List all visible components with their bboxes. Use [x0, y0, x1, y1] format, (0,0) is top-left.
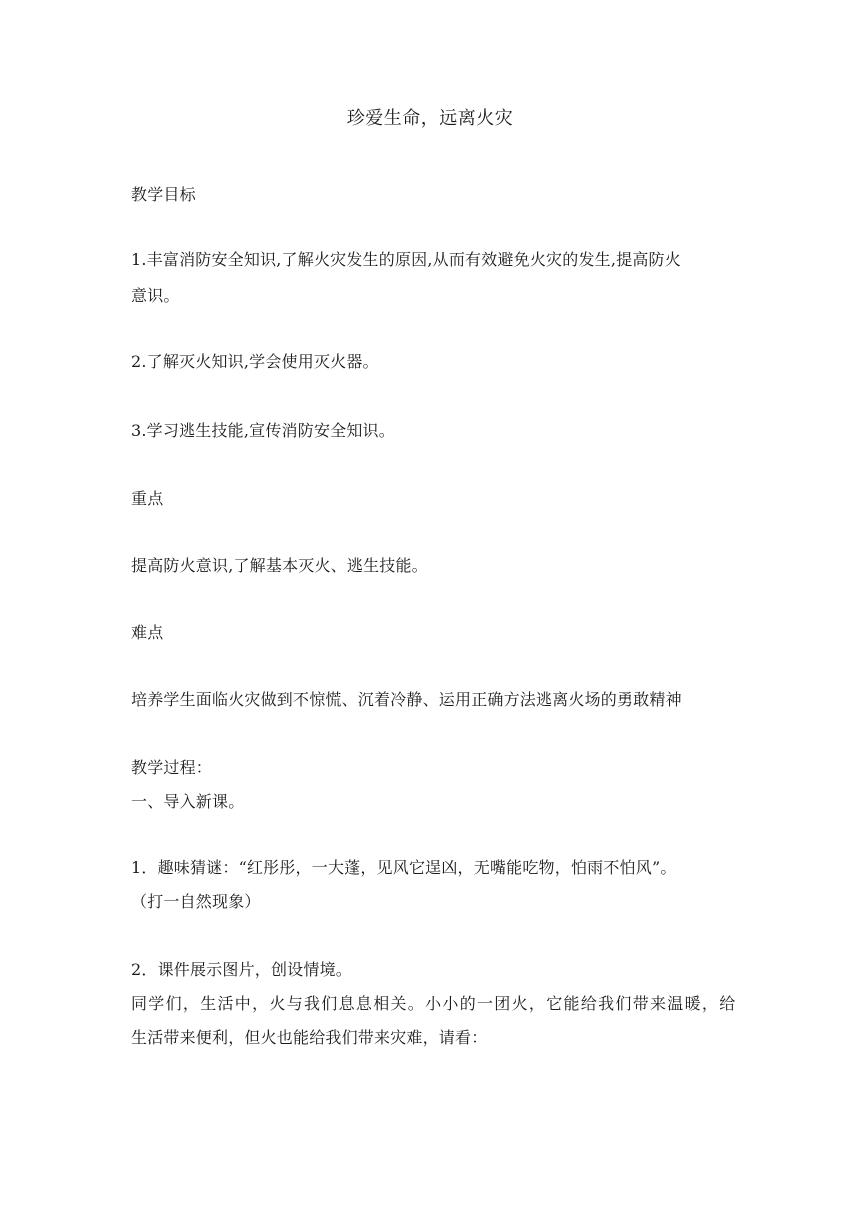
objective-1-line-1: 1.丰富消防安全知识,了解火灾发生的原因,从而有效避免火灾的发生,提高防火 [131, 250, 681, 269]
section-1-heading: 一、导入新课。 [131, 792, 245, 811]
process-heading: 教学过程： [131, 758, 213, 777]
difficulties-heading: 难点 [131, 623, 164, 642]
paragraph-line-1: 同学们，生活中，火与我们息息相关。小小的一团火，它能给我们带来温暖，给 [131, 994, 737, 1013]
difficulties-text: 培养学生面临火灾做到不惊慌、沉着冷静、运用正确方法逃离火场的勇敢精神 [131, 690, 682, 709]
objective-1-line-2: 意识。 [131, 286, 180, 305]
objectives-heading: 教学目标 [131, 185, 196, 204]
document-title: 珍爱生命，远离火灾 [346, 108, 514, 129]
key-points-heading: 重点 [131, 489, 164, 508]
step-1-line-1: 1．趣味猜谜：“红彤彤，一大蓬，见风它逞凶，无嘴能吃物，怕雨不怕风”。 [131, 858, 677, 877]
paragraph-line-2: 生活带来便利，但火也能给我们带来灾难，请看： [131, 1028, 488, 1047]
key-points-text: 提高防火意识,了解基本灭火、逃生技能。 [131, 556, 428, 575]
objective-3: 3.学习逃生技能,宣传消防安全知识。 [131, 421, 395, 440]
step-2: 2．课件展示图片，创设情境。 [131, 960, 352, 979]
step-1-line-2: （打一自然现象） [131, 892, 261, 911]
objective-2: 2.了解灭火知识,学会使用灭火器。 [131, 352, 379, 371]
